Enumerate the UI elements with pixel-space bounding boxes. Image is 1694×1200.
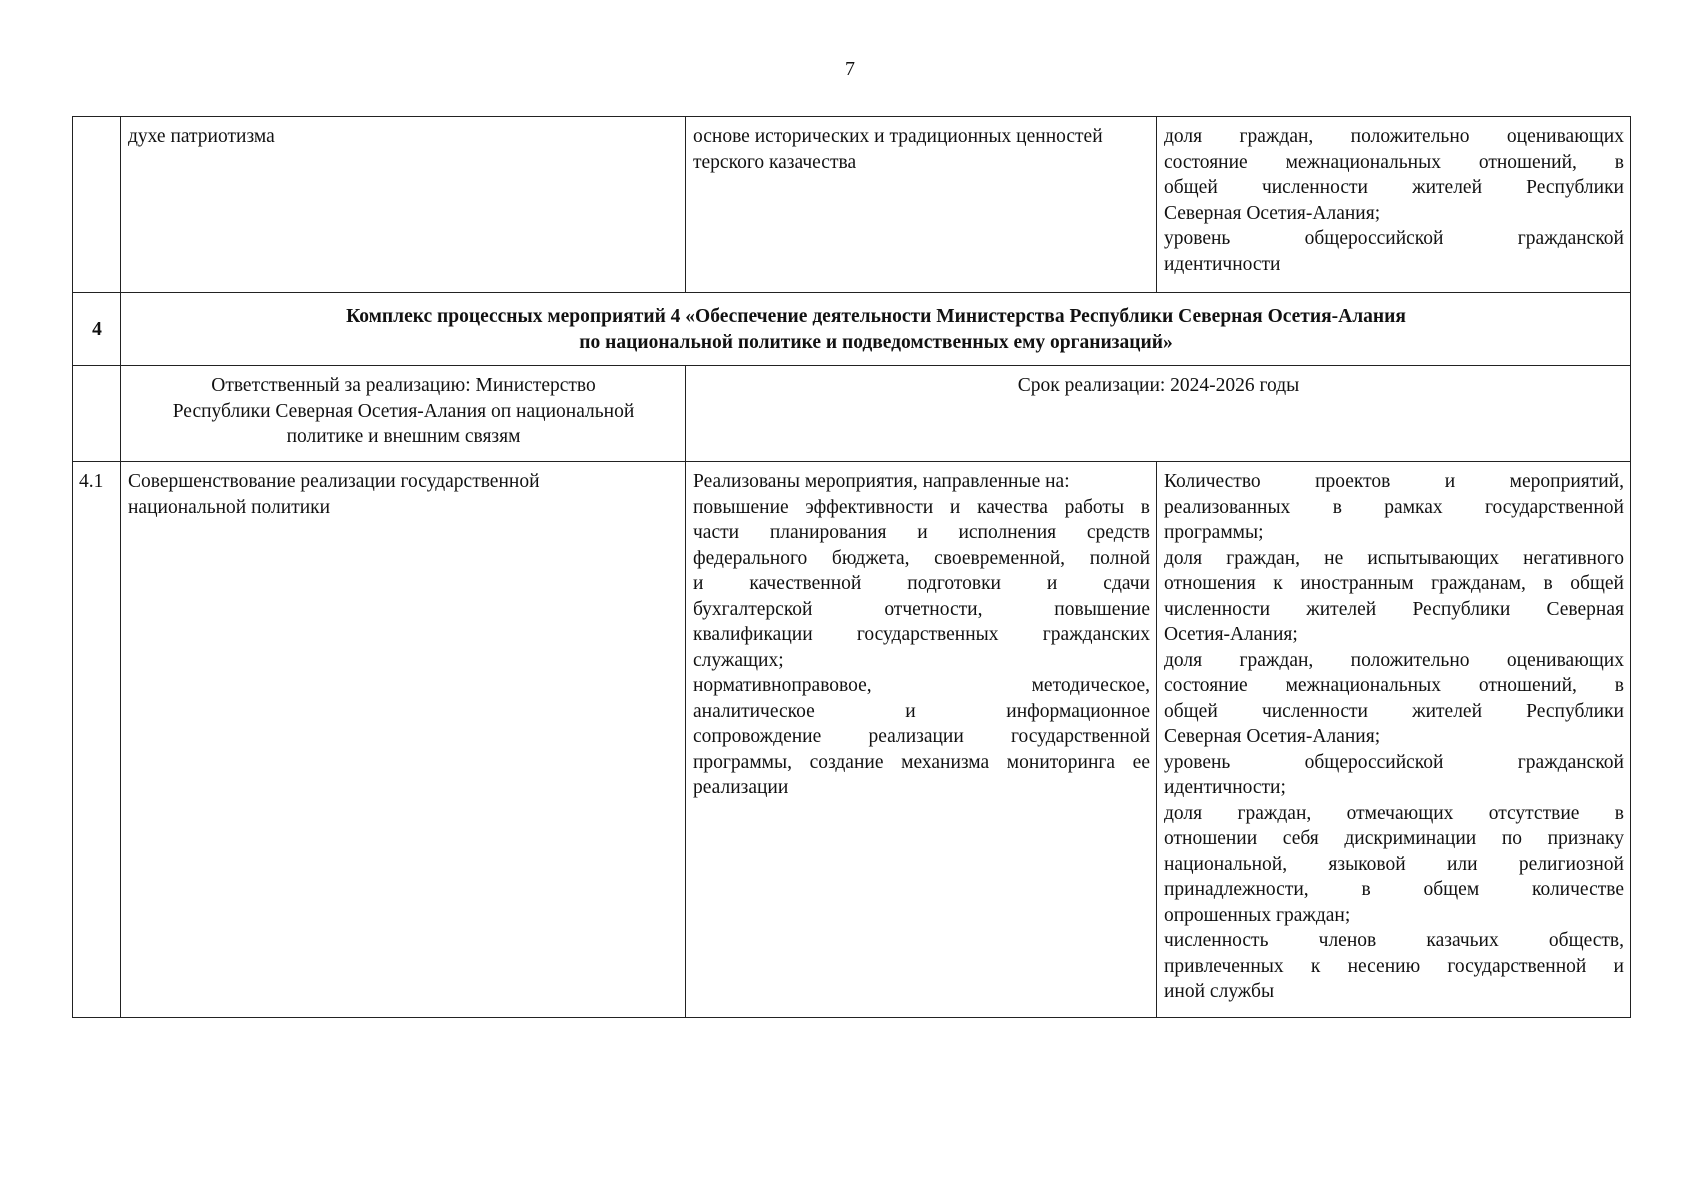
table-row-responsible bbox=[73, 366, 1631, 462]
term-text: Срок реализации: 2024-2026 годы bbox=[1017, 375, 1300, 396]
result-line: служащих; bbox=[693, 649, 784, 671]
task-title-line: национальной политики bbox=[128, 496, 331, 518]
task-title-line: Совершенствование реализации государственной bbox=[128, 471, 540, 492]
responsible-line: Республики Северная Осетия-Алания оп национальной bbox=[172, 400, 635, 422]
indicator-line: Северная Осетия-Алания; bbox=[1164, 726, 1381, 747]
result-line: и качественной подготовки и сдачи bbox=[693, 573, 1150, 594]
indicator-line: идентичности; bbox=[1164, 777, 1286, 798]
result-line: программы, создание механизма мониторинга ее bbox=[693, 751, 1150, 773]
continuation-result-line: основе исторических и традиционных ценностей bbox=[693, 126, 1103, 147]
indicator-line: общей численности жителей Республики bbox=[1164, 700, 1624, 722]
indicator-line: идентичности bbox=[1164, 253, 1281, 275]
result-line: федерального бюджета, своевременной, полной bbox=[693, 547, 1150, 569]
indicator-line: численность членов казачьих обществ, bbox=[1164, 930, 1624, 951]
responsible-line: политике и внешним связям bbox=[286, 426, 521, 447]
term-cell bbox=[686, 366, 1631, 462]
cell-continuation-result bbox=[686, 117, 1157, 293]
section-title-line: по национальной политике и подведомственных ему организаций» bbox=[579, 331, 1173, 353]
section-title-line: Комплекс процессных мероприятий 4 «Обеспечение деятельности Министерства Республики Северная Осетия-Алания bbox=[346, 306, 1406, 327]
indicator-line: общей численности жителей Республики bbox=[1164, 177, 1624, 198]
result-line: квалификации государственных гражданских bbox=[693, 624, 1150, 645]
task-number: 4.1 bbox=[73, 462, 121, 1018]
result-line: аналитическое и информационное bbox=[693, 700, 1150, 722]
result-line: Реализованы мероприятия, направленные на: bbox=[693, 471, 1070, 492]
indicator-line: уровень общероссийской гражданской bbox=[1164, 228, 1624, 249]
table-row-task-4-1 bbox=[73, 462, 1631, 1018]
result-line: бухгалтерской отчетности, повышение bbox=[693, 598, 1150, 620]
indicator-line: численности жителей Республики Северная bbox=[1164, 598, 1624, 620]
table-row-section-4 bbox=[73, 293, 1631, 366]
indicator-line: доля граждан, отмечающих отсутствие в bbox=[1164, 802, 1624, 824]
cell-empty-number bbox=[73, 117, 121, 293]
indicator-line: уровень общероссийской гражданской bbox=[1164, 751, 1624, 773]
section-number: 4 bbox=[73, 293, 121, 366]
task-title-cell bbox=[121, 462, 686, 1018]
result-line: нормативноправовое, методическое, bbox=[693, 675, 1150, 696]
indicator-line: отношения к иностранным гражданам, в общей bbox=[1164, 573, 1624, 594]
indicator-line: национальной, языковой или религиозной bbox=[1164, 853, 1624, 875]
indicator-line: Северная Осетия-Алания; bbox=[1164, 202, 1381, 224]
responsible-line: Ответственный за реализацию: Министерство bbox=[211, 375, 596, 396]
responsible-cell bbox=[121, 366, 686, 462]
indicator-line: привлеченных к несению государственной и bbox=[1164, 955, 1624, 977]
indicator-line: состояние межнациональных отношений, в bbox=[1164, 675, 1624, 696]
continuation-result-line: терского казачества bbox=[693, 151, 857, 173]
result-line: части планирования и исполнения средств bbox=[693, 522, 1150, 543]
result-line: реализации bbox=[693, 777, 789, 798]
indicator-line: состояние межнациональных отношений, в bbox=[1164, 151, 1624, 173]
cell-empty-number bbox=[73, 366, 121, 462]
task-indicators-cell bbox=[1157, 462, 1631, 1018]
indicator-line: доля граждан, положительно оценивающих bbox=[1164, 649, 1624, 671]
indicator-line: опрошенных граждан; bbox=[1164, 904, 1351, 926]
result-line: сопровождение реализации государственной bbox=[693, 726, 1150, 747]
indicator-line: отношении себя дискриминации по признаку bbox=[1164, 828, 1624, 849]
result-line: повышение эффективности и качества работы в bbox=[693, 496, 1150, 518]
page-number: 7 bbox=[845, 58, 855, 80]
indicator-line: реализованных в рамках государственной bbox=[1164, 496, 1624, 518]
indicator-line: доля граждан, положительно оценивающих bbox=[1164, 126, 1624, 147]
indicator-line: доля граждан, не испытывающих негативного bbox=[1164, 547, 1624, 569]
indicator-line: программы; bbox=[1164, 522, 1264, 543]
continuation-task-text: духе патриотизма bbox=[128, 126, 275, 147]
cell-continuation-task bbox=[121, 117, 686, 293]
indicator-line: Количество проектов и мероприятий, bbox=[1164, 471, 1624, 492]
section-title bbox=[121, 293, 1631, 366]
program-table bbox=[72, 116, 1631, 1018]
cell-continuation-indicators bbox=[1157, 117, 1631, 293]
indicator-line: иной службы bbox=[1164, 981, 1275, 1002]
table-row-continuation bbox=[73, 117, 1631, 293]
indicator-line: Осетия-Алания; bbox=[1164, 624, 1298, 645]
task-result-cell bbox=[686, 462, 1157, 1018]
indicator-line: принадлежности, в общем количестве bbox=[1164, 879, 1624, 900]
